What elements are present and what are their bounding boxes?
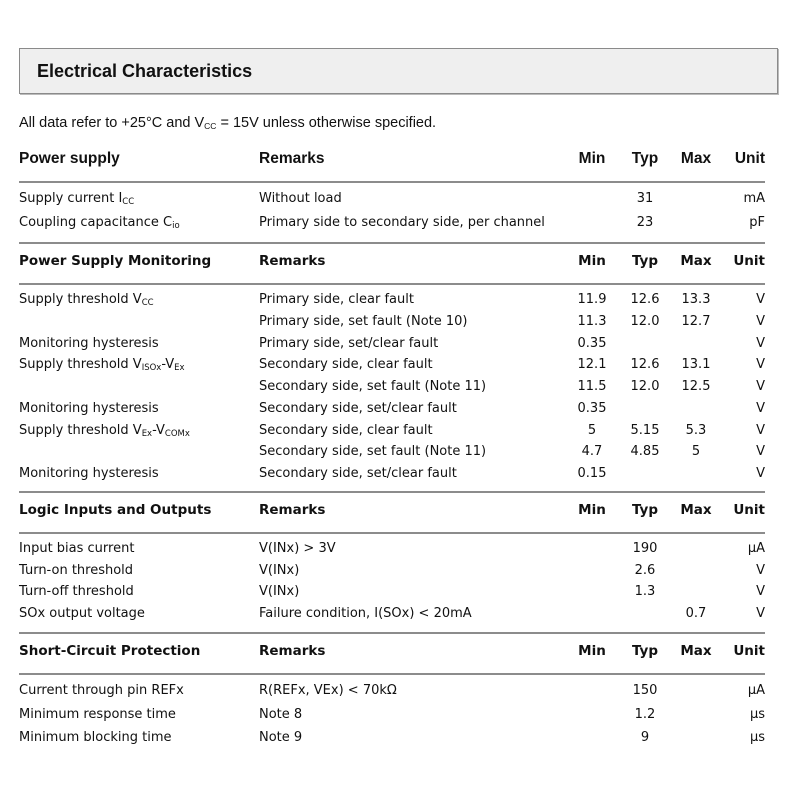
- remarks-cell: Primary side, clear fault: [259, 292, 414, 307]
- parameter-cell: [19, 679, 259, 703]
- parameter-subscript: io: [172, 221, 180, 231]
- min-cell: [559, 703, 625, 727]
- max-cell: [665, 703, 727, 727]
- section-header-title: Short-Circuit Protection: [19, 643, 201, 659]
- min-cell: [559, 211, 625, 235]
- table-row: [19, 420, 765, 442]
- column-header-min: Min: [578, 502, 606, 518]
- table-row: [19, 726, 765, 750]
- parameter-text: Monitoring hysteresis: [19, 466, 159, 481]
- max-cell: 12.7: [681, 313, 711, 329]
- unit-cell: µA: [747, 683, 765, 698]
- remarks-cell: Secondary side, set fault (Note 11): [259, 379, 487, 394]
- typ-cell: 23: [636, 215, 654, 230]
- min-cell: 5: [587, 422, 597, 438]
- typ-cell: 12.0: [630, 379, 660, 394]
- max-cell: 0.7: [685, 606, 707, 622]
- typ-cell: [625, 603, 665, 625]
- max-cell: [665, 726, 727, 750]
- max-cell: [665, 211, 727, 235]
- parameter-text: Current through pin REFx: [19, 683, 184, 698]
- min-cell: 0.15: [577, 466, 607, 481]
- unit-cell: V: [756, 606, 765, 622]
- section-header: [19, 244, 765, 285]
- parameter-text: SOx output voltage: [19, 606, 145, 622]
- remarks-cell: Primary side, set/clear fault: [259, 335, 439, 351]
- table-section: [19, 242, 765, 485]
- parameter-cell: [19, 311, 259, 333]
- section-header: [19, 634, 765, 675]
- note-text: All data refer to +25°C and V: [19, 115, 205, 131]
- unit-cell: µs: [749, 730, 765, 745]
- table-row: [19, 560, 765, 582]
- remarks-cell: V(INx) > 3V: [259, 541, 336, 556]
- min-cell: [559, 726, 625, 750]
- remarks-cell: Secondary side, set fault (Note 11): [259, 444, 487, 460]
- min-cell: [559, 187, 625, 211]
- table-row: [19, 354, 765, 376]
- section-header: [19, 493, 765, 534]
- typ-cell: 2.6: [634, 562, 656, 578]
- unit-cell: V: [756, 444, 765, 460]
- table-row: [19, 581, 765, 603]
- unit-cell: V: [756, 292, 765, 307]
- typ-cell: 4.85: [630, 444, 660, 460]
- table-row: [19, 679, 765, 703]
- table-row: [19, 538, 765, 560]
- min-cell: [559, 581, 625, 603]
- typ-cell: 1.2: [634, 706, 656, 722]
- typ-cell: 150: [632, 683, 658, 698]
- min-cell: [559, 560, 625, 582]
- column-header-unit: Unit: [733, 643, 765, 659]
- parameter-text: Turn-off threshold: [19, 584, 134, 600]
- max-cell: 12.5: [681, 379, 711, 394]
- parameter-subscript: Ex: [174, 363, 185, 374]
- parameter-cell: [19, 726, 259, 750]
- unit-cell: V: [756, 466, 765, 481]
- column-header-remarks: Remarks: [259, 502, 326, 518]
- column-header-max: Max: [680, 253, 712, 269]
- typ-cell: 9: [640, 730, 650, 745]
- typ-cell: [625, 463, 665, 485]
- unit-cell: mA: [743, 191, 765, 206]
- parameter-subscript: COMx: [164, 428, 190, 439]
- max-cell: [665, 463, 727, 485]
- max-cell: [665, 560, 727, 582]
- parameter-cell: [19, 603, 259, 625]
- unit-cell: V: [756, 400, 765, 416]
- parameter-cell: [19, 441, 259, 463]
- parameter-text: Minimum blocking time: [19, 730, 172, 745]
- section-rows: [19, 285, 765, 485]
- min-cell: [559, 679, 625, 703]
- parameter-text: Input bias current: [19, 541, 135, 556]
- table-row: [19, 333, 765, 355]
- parameter-subscript: ISOx: [141, 363, 162, 374]
- column-header-max: Max: [680, 150, 712, 167]
- parameter-text: Minimum response time: [19, 706, 176, 722]
- column-header-min: Min: [578, 643, 606, 659]
- min-cell: 12.1: [577, 357, 607, 373]
- max-cell: [665, 333, 727, 355]
- parameter-cell: [19, 187, 259, 211]
- remarks-cell: Secondary side, set/clear fault: [259, 466, 457, 481]
- parameter-text: Turn-on threshold: [19, 562, 134, 578]
- remarks-cell: Failure condition, I(SOx) < 20mA: [259, 606, 472, 622]
- parameter-text: -V: [152, 422, 165, 438]
- max-cell: 13.3: [681, 292, 711, 307]
- table-section: [19, 491, 765, 625]
- unit-cell: V: [756, 422, 765, 438]
- conditions-note: [19, 115, 436, 131]
- parameter-text: Coupling capacitance C: [19, 215, 173, 230]
- parameter-cell: [19, 420, 259, 442]
- parameter-text: Monitoring hysteresis: [19, 335, 159, 351]
- remarks-cell: Primary side to secondary side, per channel: [259, 215, 545, 230]
- remarks-cell: Note 8: [259, 706, 303, 722]
- typ-cell: 190: [632, 541, 658, 556]
- column-header-max: Max: [680, 502, 712, 518]
- max-cell: 13.1: [681, 357, 711, 373]
- parameter-text: -V: [161, 357, 175, 373]
- typ-cell: 5.15: [630, 422, 660, 438]
- typ-cell: 12.6: [630, 357, 660, 373]
- column-header-typ: Typ: [631, 150, 659, 167]
- table-section: [19, 140, 765, 235]
- min-cell: 4.7: [581, 444, 603, 460]
- parameter-cell: [19, 333, 259, 355]
- note-text-end: = 15V unless otherwise specified.: [216, 115, 437, 131]
- min-cell: 11.9: [577, 292, 607, 307]
- remarks-cell: Secondary side, clear fault: [259, 422, 433, 438]
- parameter-cell: [19, 354, 259, 376]
- parameter-cell: [19, 376, 259, 398]
- remarks-cell: V(INx): [259, 562, 300, 578]
- table-row: [19, 311, 765, 333]
- column-header-unit: Unit: [733, 253, 765, 269]
- typ-cell: 1.3: [634, 584, 656, 600]
- parameter-subscript: Ex: [141, 428, 153, 439]
- section-header: [19, 142, 765, 183]
- max-cell: [665, 187, 727, 211]
- table-row: [19, 603, 765, 625]
- max-cell: [665, 679, 727, 703]
- parameter-cell: [19, 538, 259, 560]
- table-row: [19, 441, 765, 463]
- max-cell: [665, 538, 727, 560]
- typ-cell: 12.6: [630, 292, 660, 307]
- parameter-cell: [19, 581, 259, 603]
- unit-cell: µs: [749, 706, 765, 722]
- table-row: [19, 398, 765, 420]
- column-header-min: Min: [578, 253, 606, 269]
- section-header-title: Power supply: [19, 150, 120, 167]
- parameter-subscript: CC: [141, 298, 154, 308]
- min-cell: 11.3: [577, 313, 607, 329]
- remarks-cell: V(INx): [259, 584, 300, 600]
- table-row: [19, 376, 765, 398]
- remarks-cell: Without load: [259, 191, 342, 206]
- remarks-cell: Note 9: [259, 730, 303, 745]
- unit-cell: V: [756, 562, 765, 578]
- unit-cell: V: [756, 379, 765, 394]
- typ-cell: [625, 333, 665, 355]
- max-cell: [665, 398, 727, 420]
- section-header-title: Power Supply Monitoring: [19, 253, 212, 269]
- parameter-text: Supply threshold V: [19, 357, 142, 373]
- section-header-title: Logic Inputs and Outputs: [19, 502, 212, 518]
- table-row: [19, 211, 765, 235]
- parameter-text: Monitoring hysteresis: [19, 400, 159, 416]
- column-header-min: Min: [578, 150, 606, 167]
- section-title-box: [19, 48, 778, 94]
- section-rows: [19, 534, 765, 625]
- column-header-typ: Typ: [631, 502, 659, 518]
- parameter-cell: [19, 560, 259, 582]
- max-cell: 5.3: [685, 422, 707, 438]
- table-row: [19, 289, 765, 311]
- section-rows: [19, 183, 765, 235]
- column-header-unit: Unit: [733, 502, 765, 518]
- section-rows: [19, 675, 765, 750]
- min-cell: [559, 603, 625, 625]
- max-cell: [665, 581, 727, 603]
- unit-cell: V: [756, 313, 765, 329]
- table-section: [19, 632, 765, 750]
- column-header-remarks: Remarks: [259, 253, 326, 269]
- note-subscript: CC: [204, 121, 217, 131]
- column-header-unit: Unit: [734, 150, 765, 167]
- unit-cell: pF: [749, 215, 765, 230]
- typ-cell: 12.0: [630, 313, 660, 329]
- column-header-remarks: Remarks: [259, 643, 326, 659]
- max-cell: 5: [691, 444, 701, 460]
- min-cell: 0.35: [577, 400, 607, 416]
- column-header-max: Max: [680, 643, 712, 659]
- parameter-text: Supply threshold V: [19, 422, 142, 438]
- unit-cell: V: [756, 357, 765, 373]
- min-cell: 11.5: [577, 379, 607, 394]
- parameter-cell: [19, 463, 259, 485]
- column-header-typ: Typ: [631, 643, 659, 659]
- table-row: [19, 463, 765, 485]
- table-row: [19, 187, 765, 211]
- unit-cell: µA: [747, 541, 765, 556]
- parameter-text: Supply threshold V: [19, 292, 142, 307]
- typ-cell: [625, 398, 665, 420]
- min-cell: [559, 538, 625, 560]
- remarks-cell: Secondary side, set/clear fault: [259, 400, 457, 416]
- column-header-remarks: Remarks: [259, 150, 325, 167]
- table-row: [19, 703, 765, 727]
- min-cell: 0.35: [577, 335, 607, 351]
- parameter-cell: [19, 211, 259, 235]
- parameter-cell: [19, 703, 259, 727]
- remarks-cell: R(REFx, VEx) < 70kΩ: [259, 683, 397, 698]
- remarks-cell: Primary side, set fault (Note 10): [259, 313, 468, 329]
- typ-cell: 31: [636, 191, 654, 206]
- parameter-cell: [19, 398, 259, 420]
- parameter-text: Supply current I: [19, 191, 123, 206]
- parameter-subscript: CC: [122, 197, 135, 207]
- unit-cell: V: [756, 335, 765, 351]
- parameter-cell: [19, 289, 259, 311]
- unit-cell: V: [756, 584, 765, 600]
- column-header-typ: Typ: [631, 253, 659, 269]
- remarks-cell: Secondary side, clear fault: [259, 357, 433, 373]
- section-title: Electrical Characteristics: [37, 61, 253, 81]
